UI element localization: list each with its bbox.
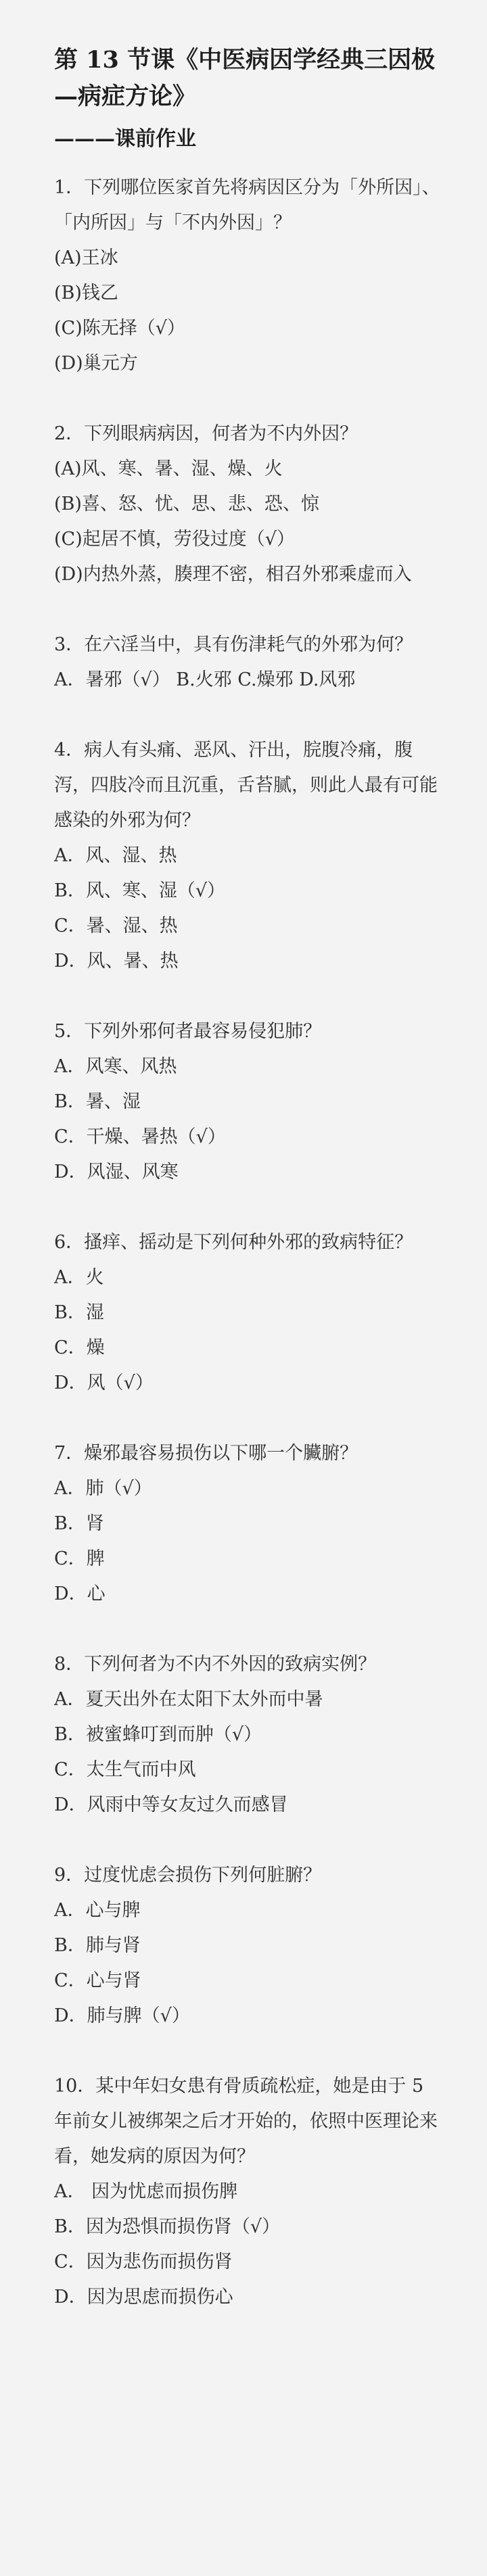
option: A．火	[54, 1267, 104, 1288]
option: D．风、暑、热	[54, 951, 179, 972]
option: B．肺与肾	[54, 1935, 141, 1956]
option: (C)陈无择（√）	[54, 318, 185, 339]
option: D．风雨中等女友过久而感冒	[54, 1794, 288, 1815]
question-text: 2．下列眼病病因，何者为不内外因？	[54, 423, 358, 444]
option: C．暑、湿、热	[54, 915, 178, 936]
option: (D)巢元方	[54, 353, 138, 374]
option: A． 因为忧虑而损伤脾	[54, 2181, 238, 2202]
option: C．心与肾	[54, 1970, 141, 1991]
question-text: 9．过度忧虑会损伤下列何脏腑？	[54, 1865, 322, 1886]
question-4	[54, 733, 445, 979]
option: D．心	[54, 1583, 106, 1604]
question-6	[54, 1225, 445, 1401]
option: A．暑邪（√） B.火邪 C.燥邪 D.风邪	[54, 669, 356, 690]
option: (B)钱乙	[54, 283, 118, 304]
question-text: 5．下列外邪何者最容易侵犯肺？	[54, 1021, 322, 1042]
question-text: 10．某中年妇女患有骨质疏松症，她是由于 5 年前女儿被绑架之后才开始的，依照中医理论来看，她发病的原因为何？	[54, 2076, 438, 2167]
question-8	[54, 1647, 445, 1823]
question-2	[54, 416, 445, 592]
question-text: 7．燥邪最容易损伤以下哪一个臟腑？	[54, 1443, 358, 1464]
page-title: 第 13 节课《中医病因学经典三因极—病症方论》	[54, 46, 436, 110]
option: C．燥	[54, 1337, 105, 1358]
question-9	[54, 1858, 445, 2034]
option: B．因为恐惧而损伤肾（√）	[54, 2216, 281, 2237]
option: (B)喜、怒、忧、思、悲、恐、惊	[54, 494, 319, 515]
option: B．暑、湿	[54, 1091, 141, 1112]
question-text: 3．在六淫当中，具有伤津耗气的外邪为何？	[54, 634, 413, 655]
option: C．因为悲伤而损伤肾	[54, 2251, 233, 2272]
option: (C)起居不慎，劳役过度（√）	[54, 529, 295, 550]
option: C．太生气而中风	[54, 1759, 196, 1780]
option: B．被蜜蜂叮到而肿（√）	[54, 1724, 262, 1745]
option: B．肾	[54, 1513, 104, 1534]
question-3	[54, 627, 445, 698]
option: D．因为思虑而损伤心	[54, 2287, 233, 2308]
question-1	[54, 170, 445, 381]
option: C．干燥、暑热（√）	[54, 1126, 226, 1147]
question-text: 8．下列何者为不内不外因的致病实例？	[54, 1654, 377, 1675]
question-10	[54, 2069, 445, 2315]
question-text: 4．病人有头痛、恶风、汗出，脘腹冷痛，腹泻，四肢冷而且沉重，舌苔腻，则此人最有可能感染的外邪为何？	[54, 740, 438, 831]
question-text: 6．搔痒、摇动是下列何种外邪的致病特征？	[54, 1232, 413, 1253]
option: A．肺（√）	[54, 1478, 152, 1499]
option: B．湿	[54, 1302, 104, 1323]
option: (A)王冰	[54, 247, 118, 268]
question-text: 1．下列哪位医家首先将病因区分为「外所因」、「内所因」与「不内外因」？	[54, 177, 440, 233]
option: D．肺与脾（√）	[54, 2005, 190, 2026]
option: A．风寒、风热	[54, 1056, 177, 1077]
question-7	[54, 1436, 445, 1612]
page-subtitle: ———课前作业	[54, 127, 196, 151]
option: D．风湿、风寒	[54, 1162, 179, 1183]
option: A．风、湿、热	[54, 845, 177, 866]
option: D．风（√）	[54, 1373, 154, 1393]
question-5	[54, 1014, 445, 1190]
option: C．脾	[54, 1548, 105, 1569]
option: A．夏天出外在太阳下太外而中暑	[54, 1689, 323, 1710]
option: (D)内热外蒸，腠理不密，相召外邪乘虚而入	[54, 564, 412, 585]
option: (A)风、寒、暑、湿、燥、火	[54, 458, 283, 479]
option: B．风、寒、湿（√）	[54, 880, 226, 901]
option: A．心与脾	[54, 1900, 141, 1921]
